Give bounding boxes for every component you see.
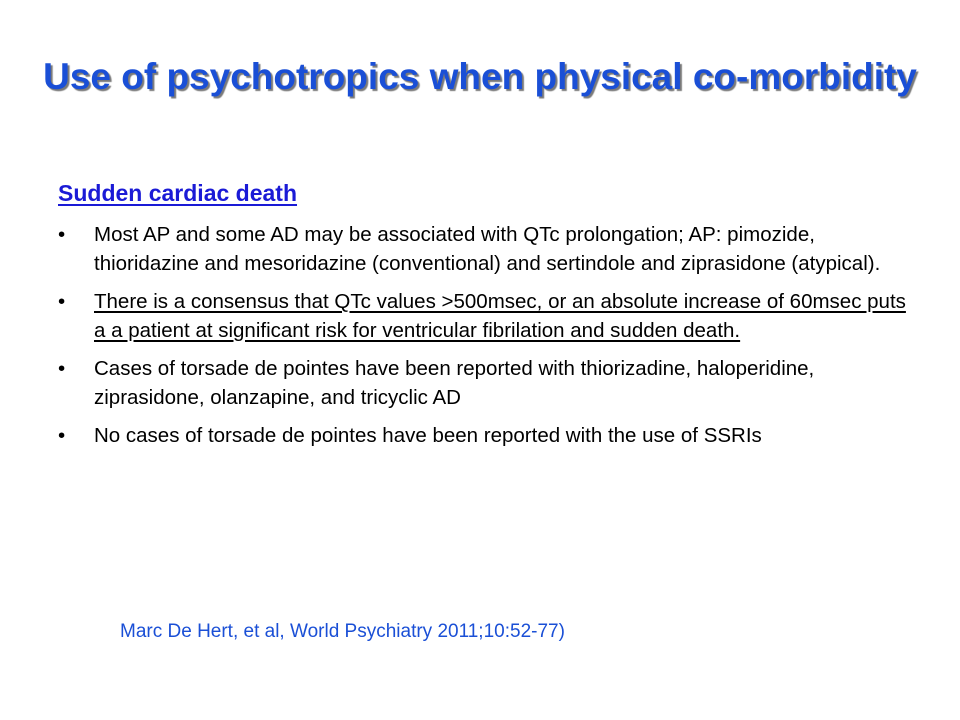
citation: Marc De Hert, et al, World Psychiatry 2011;10:52-77) bbox=[120, 621, 565, 642]
bullet-marker: • bbox=[58, 357, 66, 380]
bullet-text: Most AP and some AD may be associated with QTc prolongation; AP: pimozide, thioridazine and mesoridazine (conventional) and sertindole and ziprasidone (atypical). bbox=[94, 223, 881, 275]
bullet-item bbox=[58, 421, 908, 450]
section-heading: Sudden cardiac death bbox=[58, 180, 298, 206]
bullet-item bbox=[58, 220, 908, 278]
bullet-list bbox=[58, 220, 908, 459]
bullet-text: Cases of torsade de pointes have been reported with thiorizadine, haloperidine, ziprasidone, olanzapine, and tricyclic AD bbox=[94, 357, 815, 409]
bullet-text: No cases of torsade de pointes have been reported with the use of SSRIs bbox=[94, 424, 762, 447]
bullet-item bbox=[58, 287, 908, 345]
bullet-item bbox=[58, 354, 908, 412]
bullet-marker: • bbox=[58, 424, 66, 447]
bullet-text: There is a consensus that QTc values >500msec, or an absolute increase of 60msec puts a a patient at significant risk for ventricular fibrilation and sudden death. bbox=[94, 290, 906, 342]
bullet-marker: • bbox=[58, 223, 66, 246]
slide-title: Use of psychotropics when physical co-morbidity bbox=[43, 56, 917, 97]
bullet-marker: • bbox=[58, 290, 66, 313]
